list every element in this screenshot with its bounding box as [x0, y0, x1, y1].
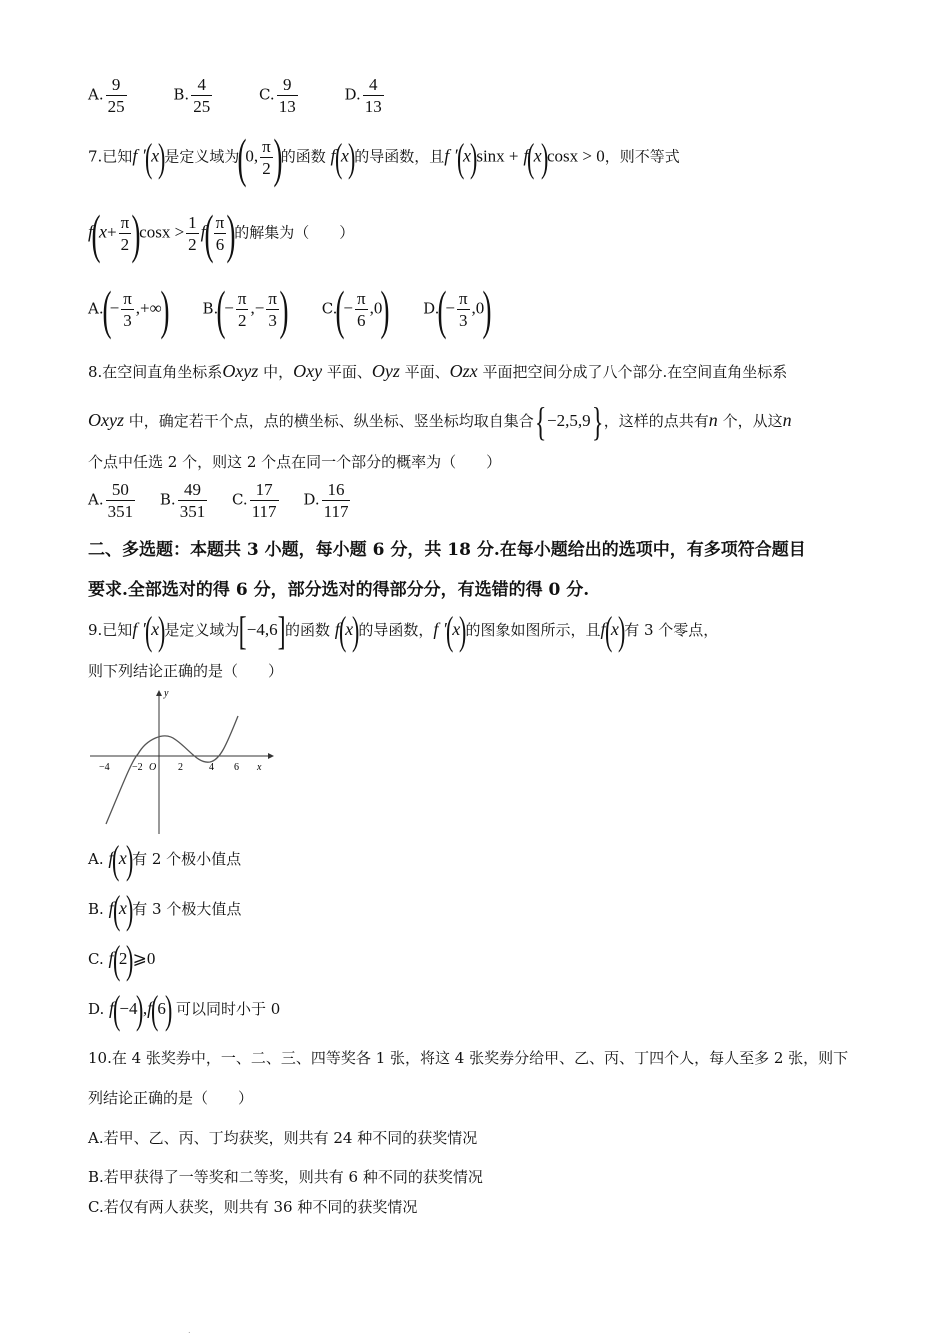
q9-option-a: A. f(x)有 2 个极小值点	[88, 837, 242, 882]
q10-option-b: B.若甲获得了一等奖和二等奖，则共有 6 种不同的获奖情况	[88, 1168, 483, 1186]
q9-option-c: C. f(2)⩾0	[88, 937, 156, 982]
tick-label: −2	[132, 762, 143, 773]
tick-label: 4	[209, 762, 214, 773]
origin-label: O	[149, 762, 157, 773]
q7-option-c: C.(− $\frac{\pi}{6}$ ,0)	[321, 279, 390, 340]
tick-label: 6	[234, 762, 239, 773]
q10-option-a: A.若甲、乙、丙、丁均获奖，则共有 24 种不同的获奖情况	[88, 1129, 478, 1147]
q8-stem-line2: Oxyz 中，确定若干个点，点的横坐标、纵坐标、竖坐标均取自集合{−2,5,9}，这样的点共有n 个，从这n	[88, 399, 792, 444]
q6-option-b: B. $\frac{4}{25}$	[173, 75, 211, 116]
q7-option-d: D.(− $\frac{\pi}{3}$ ,0)	[423, 279, 492, 340]
q7-option-b: B.(− $\frac{\pi}{2}$ ,− $\frac{\pi}{3}$ )	[202, 279, 289, 340]
tick-label: 2	[178, 762, 183, 773]
q9-option-b: B. f(x)有 3 个极大值点	[88, 887, 242, 932]
q9-stem-line1: 9.已知f ′(x)是定义域为[−4,6]的函数 f(x)的导函数，f ′(x)的图象如图所示，且f(x)有 3 个零点，	[88, 608, 719, 653]
section2-heading-line2: 要求.全部选对的得 6 分，部分选对的得部分分，有选错的得 0 分.	[88, 580, 590, 600]
q8-option-b: B. $\frac{49}{351}$	[159, 480, 206, 521]
q8-option-c: C. $\frac{17}{117}$	[231, 480, 277, 521]
q10-option-c: C.若仅有两人获奖，则共有 36 种不同的获奖情况	[88, 1198, 418, 1216]
x-axis-label: x	[257, 762, 262, 773]
q8-option-d: D. $\frac{16}{117}$	[303, 480, 349, 521]
q6-option-c: C. $\frac{9}{13}$	[258, 75, 296, 116]
derivative-graph	[86, 688, 276, 836]
q10-stem-line2: 列结论正确的是（ ）	[88, 1089, 254, 1107]
y-axis-label: y	[164, 688, 169, 699]
q9-option-d: D. f(−4),f(6) 可以同时小于 0	[88, 987, 281, 1032]
q8-stem-line3: 个点中任选 2 个，则这 2 个点在同一个部分的概率为（ ）	[88, 453, 502, 471]
derivative-curve	[106, 716, 238, 824]
q10-stem-line1: 10.在 4 张奖券中，一、二、三、四等奖各 1 张，将这 4 张奖券分给甲、乙、丙、丁四个人，每人至多 2 张，则下	[88, 1049, 849, 1067]
q9-stem-line2: 则下列结论正确的是（ ）	[88, 662, 284, 680]
q6-options	[88, 74, 386, 117]
q7-option-a: A.(− $\frac{\pi}{3}$ ,+∞)	[88, 279, 170, 340]
q7-stem-line2: f(x+ $\frac{\pi}{2}$ )cosx > $\frac{1}{2}$ f( $\frac{\pi}{6}$ )的解集为（ ）	[88, 203, 355, 264]
y-axis-arrow-icon	[156, 690, 162, 696]
footer-mark: .	[188, 1326, 191, 1335]
q8-stem-line1: 8.在空间直角坐标系Oxyz 中，Oxy 平面、Oyz 平面、Ozx 平面把空间分成了八个部分.在空间直角坐标系	[88, 361, 788, 381]
tick-label: −4	[99, 762, 110, 773]
q8-options	[88, 479, 352, 522]
q6-option-d: D. $\frac{4}{13}$	[344, 75, 382, 116]
q8-option-a: A. $\frac{50}{351}$	[88, 480, 134, 521]
x-axis-arrow-icon	[268, 753, 274, 759]
q7-options	[88, 279, 492, 340]
q7-stem-line1: 7.已知f ′(x)是定义域为(0, $\frac{\pi}{2}$ )的函数 f(x)的导函数，且f ′(x)sinx + f(x)cosx > 0，则不等式	[88, 127, 680, 188]
section2-heading-line1: 二、多选题：本题共 3 小题，每小题 6 分，共 18 分.在每小题给出的选项中，有多项符合题目	[88, 540, 806, 560]
q6-option-a: A. $\frac{9}{25}$	[88, 75, 125, 116]
